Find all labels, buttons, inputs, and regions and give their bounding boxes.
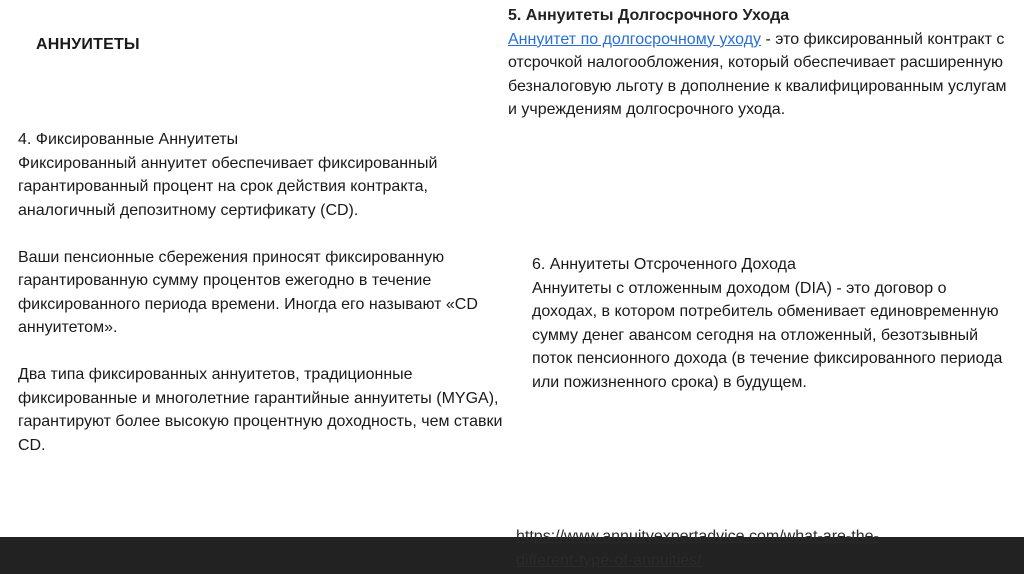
source-url-link[interactable]	[516, 525, 986, 573]
section-body-text: - это фиксированный контракт с отсрочкой налогообложения, который обеспечивает расширенную безналоговую льготу в дополнение к квалифицированным услугам и учреждениям долгосрочного ухода.	[508, 30, 1007, 118]
section-paragraph: Два типа фиксированных аннуитетов, традиционные фиксированные и многолетние гарантийные аннуитеты (MYGA), гарантируют более высокую процентную доходность, чем ставки CD.	[18, 366, 503, 454]
long-term-care-link[interactable]: Аннуитет по долгосрочному уходу	[508, 30, 762, 48]
section-fixed-annuities	[18, 128, 518, 457]
section-heading: 5. Аннуитеты Долгосрочного Ухода	[508, 7, 790, 24]
section-paragraph	[508, 28, 1018, 122]
section-long-term-care-annuities	[508, 4, 1018, 122]
section-paragraph: Аннуитеты с отложенным доходом (DIA) - это договор о доходах, в котором потребитель обменивает единовременную сумму денег авансом сегодня на отложенный, безотзывный поток пенсионного дохода (в течение фиксированного периода или пожизненного срока) в будущем.	[532, 279, 1003, 391]
section-heading: 4. Фиксированные Аннуитеты	[18, 131, 239, 148]
page-title: АННУИТЕТЫ	[36, 36, 140, 53]
source-url-line: https://www.annuityexpertadvice.com/what-are-the-	[516, 528, 879, 545]
section-deferred-income-annuities	[532, 253, 1012, 394]
section-paragraph: Фиксированный аннуитет обеспечивает фиксированный гарантированный процент на срок действия контракта, аналогичный депозитному сертификату (CD).	[18, 154, 438, 219]
source-url-line: different-type-of-annuities/	[516, 552, 702, 569]
section-heading: 6. Аннуитеты Отсроченного Дохода	[532, 256, 796, 273]
section-paragraph: Ваши пенсионные сбережения приносят фиксированную гарантированную сумму процентов ежегодно в течение фиксированного периода времени. Иногда его называют «CD аннуитетом».	[18, 248, 478, 336]
